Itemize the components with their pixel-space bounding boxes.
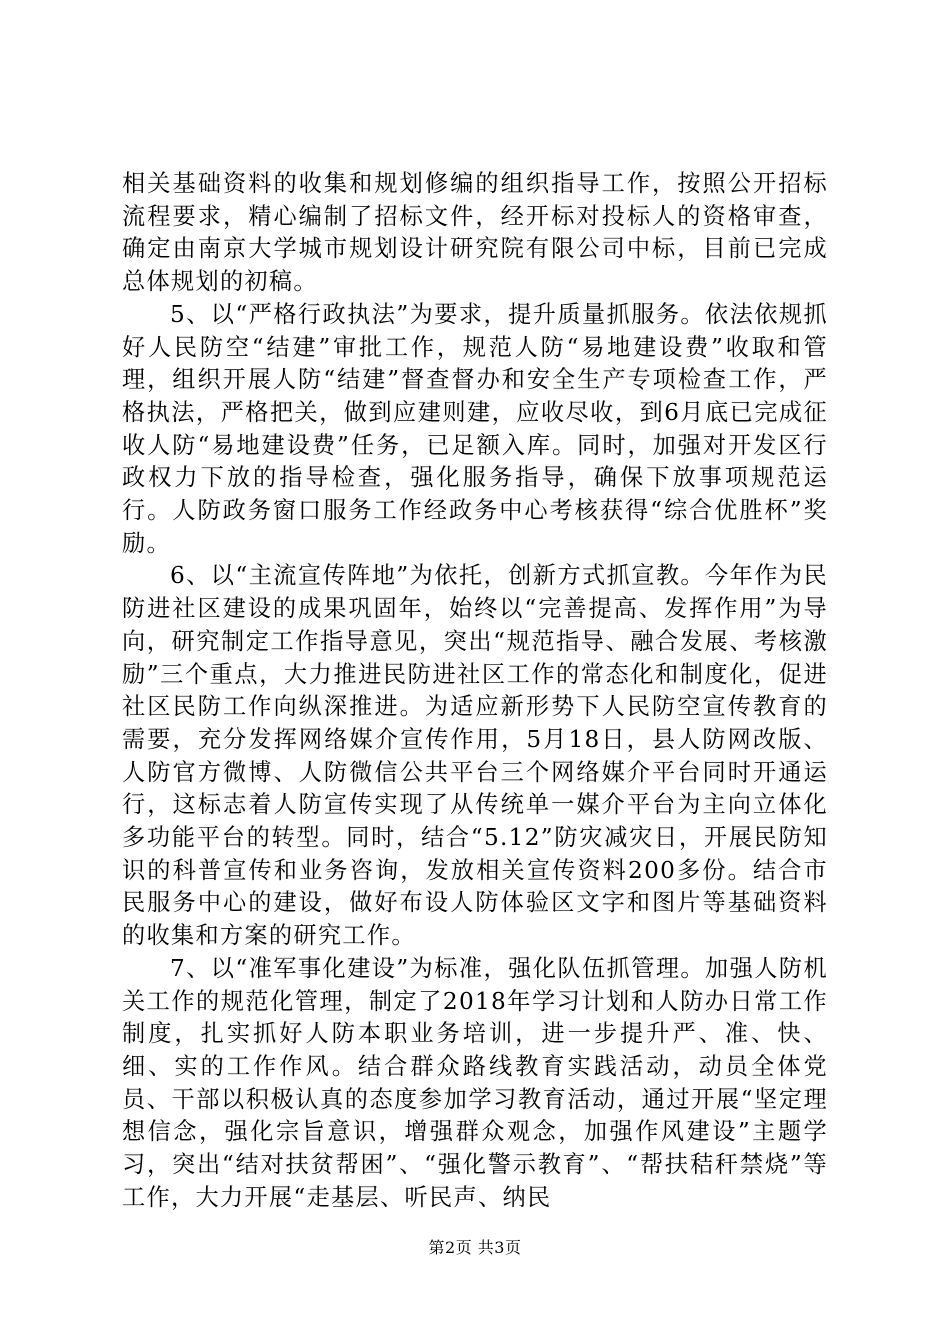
paragraph-continued: 相关基础资料的收集和规划修编的组织指导工作，按照公开招标流程要求，精心编制了招标文件，经开标对投标人的资格审查，确定由南京大学城市规划设计研究院有限公司中标，目前已完成总体规划的初稿。	[122, 170, 828, 296]
paragraph-item-6: 6、以“主流宣传阵地”为依托，创新方式抓宣教。今年作为民防进社区建设的成果巩固年，始终以“完善提高、发挥作用”为导向，研究制定工作指导意见，突出“规范指导、融合发展、考核激励”三个重点，大力推进民防进社区工作的常态化和制度化，促进社区民防工作向纵深推进。为适应新形势下人民防空宣传教育的需要，充分发挥网络媒介宣传作用，5月18日，县人防网改版、人防官方微博、人防微信公共平台三个网络媒介平台同时开通运行，这标志着人防宣传实现了从传统单一媒介平台为主向立体化多功能平台的转型。同时，结合“5.12”防灾减灾日，开展民防知识的科普宣传和业务咨询，发放相关宣传资料200多份。结合市民服务中心的建设，做好布设人防体验区文字和图片等基础资料的收集和方案的研究工作。	[122, 562, 828, 950]
page-footer: 第2页 共3页	[428, 1238, 522, 1257]
paragraph-item-5: 5、以“严格行政执法”为要求，提升质量抓服务。依法依规抓好人民防空“结建”审批工作，规范人防“易地建设费”收取和管理，组织开展人防“结建”督查督办和安全生产专项检查工作，严格执法，严格把关，做到应建则建，应收尽收，到6月底已完成征收人防“易地建设费”任务，已足额入库。同时，加强对开发区行政权力下放的指导检查，强化服务指导，确保下放事项规范运行。人防政务窗口服务工作经政务中心考核获得“综合优胜杯”奖励。	[122, 300, 828, 557]
paragraph-item-7: 7、以“准军事化建设”为标准，强化队伍抓管理。加强人防机关工作的规范化管理，制定了2018年学习计划和人防办日常工作制度，扎实抓好人防本职业务培训，进一步提升严、准、快、细、实的工作作风。结合群众路线教育实践活动，动员全体党员、干部以积极认真的态度参加学习教育活动，通过开展“坚定理想信念，强化宗旨意识，增强群众观念，加强作风建设”主题学习，突出“结对扶贫帮困”、“强化警示教育”、“帮扶秸秆禁烧”等工作，大力开展“走基层、听民声、纳民	[122, 954, 828, 1211]
document-body	[122, 168, 828, 1215]
